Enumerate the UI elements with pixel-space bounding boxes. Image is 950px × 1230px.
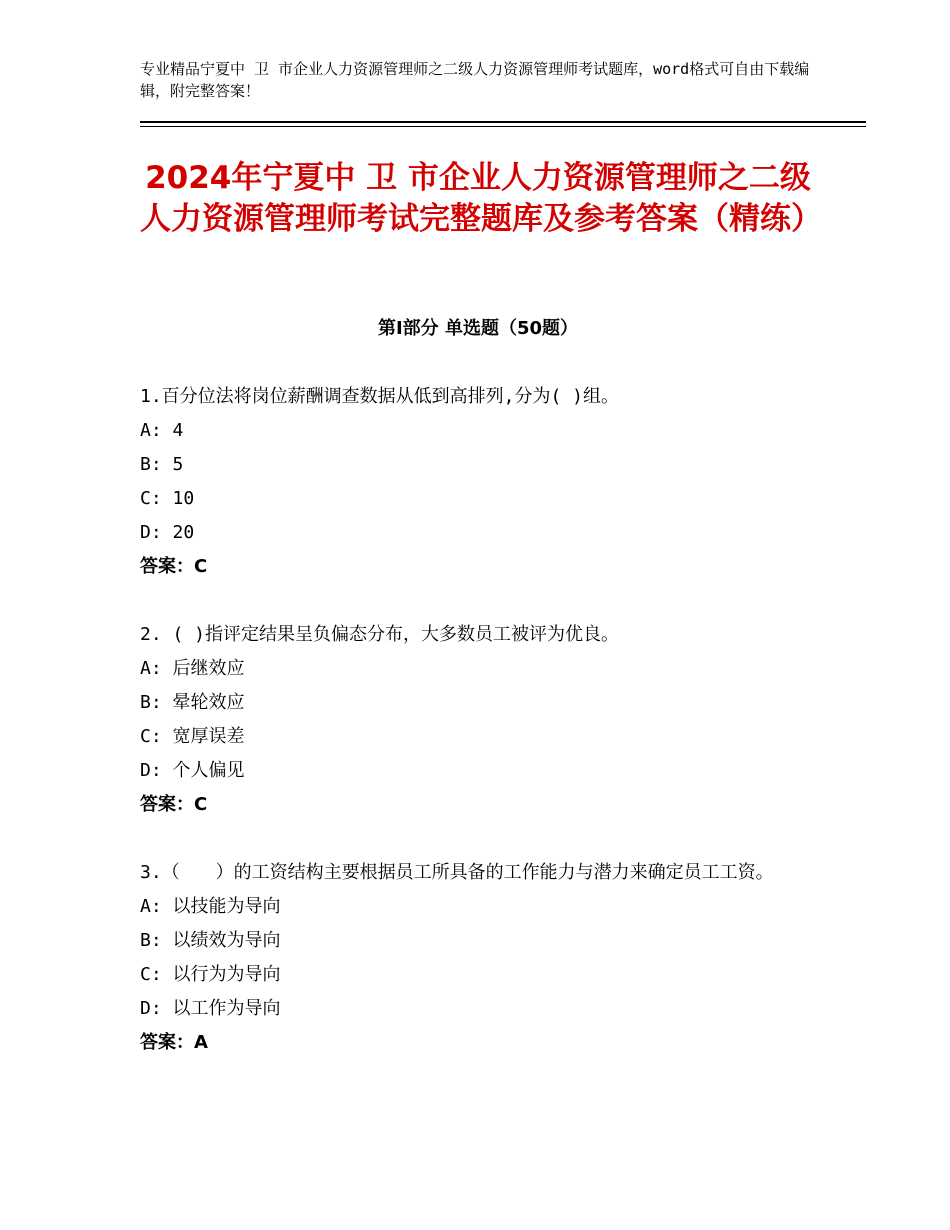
- option-d: D: 个人偏见: [140, 760, 245, 781]
- option-a: A: 4: [140, 420, 184, 441]
- question-text: 2. ( )指评定结果呈负偏态分布，大多数员工被评为优良。: [140, 624, 620, 645]
- option-b: B: 晕轮效应: [140, 692, 245, 713]
- question-2: [140, 618, 820, 822]
- option-d: D: 以工作为导向: [140, 998, 281, 1019]
- option-c: C: 10: [140, 488, 195, 509]
- question-text: 3.（ ）的工资结构主要根据员工所具备的工作能力与潜力来确定员工工资。: [140, 862, 774, 883]
- option-b: B: 5: [140, 454, 184, 475]
- option-b: B: 以绩效为导向: [140, 930, 281, 951]
- header-rule-thick: [140, 121, 866, 123]
- option-a: A: 以技能为导向: [140, 896, 281, 917]
- header-note: 专业精品宁夏中 卫 市企业人力资源管理师之二级人力资源管理师考试题库，word格式可自由下载编辑，附完整答案！: [140, 60, 810, 100]
- document-title: 2024年宁夏中 卫 市企业人力资源管理师之二级人力资源管理师考试完整题库及参考答案（精练）: [140, 160, 822, 237]
- question-1: [140, 380, 820, 584]
- answer: 答案：C: [140, 794, 208, 815]
- header-rule-thin: [140, 126, 866, 127]
- option-c: C: 以行为为导向: [140, 964, 281, 985]
- option-d: D: 20: [140, 522, 195, 543]
- section-title: 第Ⅰ部分 单选题（50题）: [377, 318, 578, 339]
- answer: 答案：A: [140, 1032, 208, 1053]
- question-text: 1.百分位法将岗位薪酬调查数据从低到高排列,分为( )组。: [140, 386, 620, 407]
- option-a: A: 后继效应: [140, 658, 245, 679]
- answer: 答案：C: [140, 556, 208, 577]
- question-list: [140, 380, 820, 1094]
- question-3: [140, 856, 820, 1060]
- option-c: C: 宽厚误差: [140, 726, 245, 747]
